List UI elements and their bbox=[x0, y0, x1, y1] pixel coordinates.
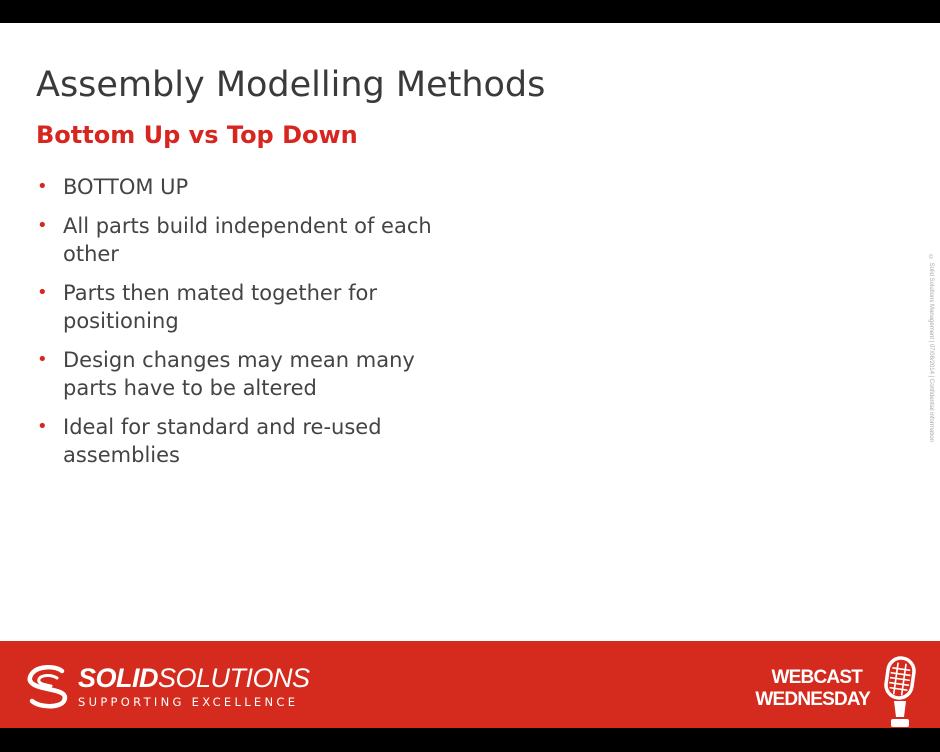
bullet-item bbox=[36, 212, 466, 268]
slide-content bbox=[0, 23, 940, 641]
bullet-item bbox=[36, 413, 466, 469]
bullet-item bbox=[36, 346, 466, 402]
slide-title: Assembly Modelling Methods bbox=[36, 65, 546, 105]
bullet-dot-icon: • bbox=[37, 282, 48, 303]
webcast-line-1: WEBCAST bbox=[771, 667, 862, 688]
bullet-list bbox=[36, 173, 466, 480]
webcast-wednesday-label bbox=[754, 667, 870, 711]
bullet-dot-icon: • bbox=[37, 349, 48, 370]
top-letterbox-bar bbox=[0, 0, 940, 23]
webcast-line-2: WEDNESDAY bbox=[755, 689, 870, 710]
bullet-text: All parts build independent of each other bbox=[63, 214, 432, 266]
brand-tagline: SUPPORTING EXCELLENCE bbox=[78, 695, 299, 709]
bullet-text: Ideal for standard and re-used assemblies bbox=[63, 415, 382, 467]
bullet-item bbox=[36, 173, 466, 201]
bullet-text: BOTTOM UP bbox=[63, 175, 189, 199]
microphone-icon bbox=[876, 655, 924, 731]
bullet-dot-icon: • bbox=[37, 416, 48, 437]
bullet-text: Parts then mated together for positioning bbox=[63, 281, 377, 333]
swirl-s-logo-icon bbox=[24, 663, 74, 709]
brand-name bbox=[78, 663, 310, 693]
bullet-dot-icon: • bbox=[37, 176, 48, 197]
footer-banner bbox=[0, 641, 940, 728]
bullet-dot-icon: • bbox=[37, 215, 48, 236]
slide-subtitle: Bottom Up vs Top Down bbox=[36, 121, 358, 149]
bottom-letterbox-bar bbox=[0, 728, 940, 752]
bullet-item bbox=[36, 279, 466, 335]
confidential-side-note: © Solid Solutions Management | 07/08/2014 | Confidential information bbox=[928, 255, 934, 442]
brand-name-solid: SOLID bbox=[78, 663, 159, 693]
brand-logo bbox=[78, 663, 310, 710]
brand-name-solutions: SOLUTIONS bbox=[158, 663, 310, 693]
bullet-text: Design changes may mean many parts have to be altered bbox=[63, 348, 415, 400]
